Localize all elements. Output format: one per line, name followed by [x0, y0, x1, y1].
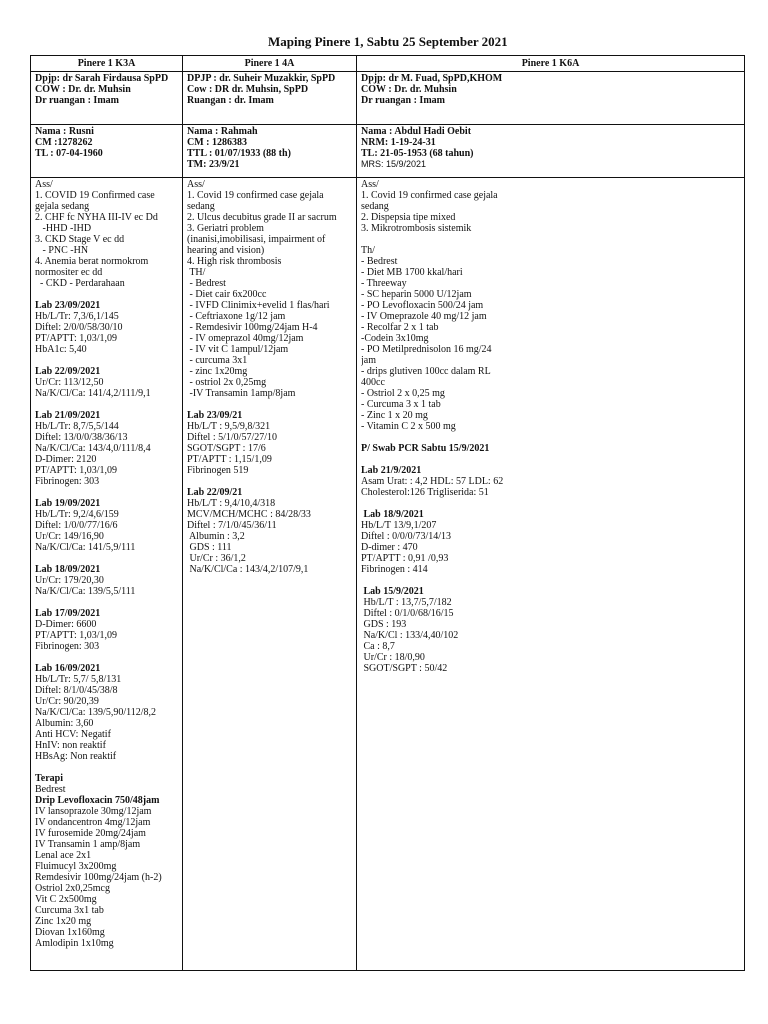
- text-line: Albumin : 3,2: [187, 531, 245, 542]
- blank-line: [35, 399, 178, 410]
- text-line: - PNC -HN: [35, 245, 89, 256]
- text-line: Lab 23/09/2021: [35, 300, 101, 311]
- text-line: TL: 21-05-1953 (68 tahun): [361, 148, 474, 159]
- text-line: HBsAg: Non reaktif: [35, 751, 117, 762]
- text-line: SGOT/SGPT : 50/42: [361, 663, 448, 674]
- text-line: PT/APTT: 1,03/1,09: [35, 630, 118, 641]
- text-line: TTL : 01/07/1933 (88 th): [187, 148, 291, 159]
- text-line: - IV Omeprazole 40 mg/12 jam: [361, 311, 487, 322]
- text-line: Diftel: 2/0/0/58/30/10: [35, 322, 123, 333]
- text-line: Ur/Cr : 36/1,2: [187, 553, 246, 564]
- text-line: Diftel: 13/0/0/38/36/13: [35, 432, 128, 443]
- text-line: Ca : 8,7: [361, 641, 395, 652]
- text-line: - Zinc 1 x 20 mg: [361, 410, 428, 421]
- text-line: 1. COVID 19 Confirmed case: [35, 190, 155, 201]
- text-line: IV furosemide 20mg/24jam: [35, 828, 146, 839]
- text-line: Na/K/Cl/Ca: 139/5,5/111: [35, 586, 136, 597]
- text-line: IV Transamin 1 amp/8jam: [35, 839, 141, 850]
- text-line: Diftel : 0/1/0/68/16/15: [361, 608, 454, 619]
- notes-cell-k6a: [357, 178, 745, 971]
- text-line: PT/APTT : 1,15/1,09: [187, 454, 272, 465]
- doctors-cell-4a: [183, 72, 357, 125]
- text-line: TH/: [187, 267, 206, 278]
- text-line: Fibrinogen 519: [187, 465, 249, 476]
- text-line: gejala sedang: [35, 201, 90, 212]
- text-line: Ur/Cr : 18/0,90: [361, 652, 425, 663]
- text-line: - drips glutiven 100cc dalam RL: [361, 366, 491, 377]
- column-header-4a: Pinere 1 4A: [183, 56, 357, 72]
- blank-line: [187, 476, 352, 487]
- text-line: 1. Covid 19 confirmed case gejala: [187, 190, 324, 201]
- text-line: IV lansoprazole 30mg/12jam: [35, 806, 152, 817]
- text-line: Fibrinogen: 303: [35, 476, 100, 487]
- text-line: - zinc 1x20mg: [187, 366, 248, 377]
- text-line: COW : Dr. dr. Muhsin: [361, 84, 457, 95]
- text-line: Nama : Rusni: [35, 126, 94, 137]
- text-line: IV ondancentron 4mg/12jam: [35, 817, 151, 828]
- blank-line: [35, 762, 178, 773]
- text-line: Cholesterol:126 Trigliserida: 51: [361, 487, 489, 498]
- text-line: Ur/Cr: 90/20,39: [35, 696, 99, 707]
- blank-line: [361, 432, 740, 443]
- text-line: (inanisi,imobilisasi, impairment of: [187, 234, 326, 245]
- text-line: Th/: [361, 245, 375, 256]
- text-line: Lab 17/09/2021: [35, 608, 101, 619]
- text-line: Ur/Cr: 179/20,30: [35, 575, 104, 586]
- mapping-table: [30, 55, 745, 971]
- text-line: Na/K/Cl/Ca: 139/5,90/112/8,2: [35, 707, 157, 718]
- text-line: CM : 1286383: [187, 137, 247, 148]
- blank-line: [35, 553, 178, 564]
- text-line: Lab 22/09/2021: [35, 366, 101, 377]
- text-line: Cow : DR dr. Muhsin, SpPD: [187, 84, 309, 95]
- text-line: 2. CHF fc NYHA III-IV ec Dd: [35, 212, 158, 223]
- column-header-k3a: Pinere 1 K3A: [31, 56, 183, 72]
- text-line: Na/K/Cl/Ca: 141/4,2/111/9,1: [35, 388, 151, 399]
- text-line: 3. Mikrotrombosis sistemik: [361, 223, 472, 234]
- text-line: Lenal ace 2x1: [35, 850, 92, 861]
- notes-row: [31, 178, 745, 971]
- text-line: 3. Geriatri problem: [187, 223, 264, 234]
- text-line: normositer ec dd: [35, 267, 103, 278]
- patient-cell-k3a: [31, 125, 183, 178]
- text-line: D-Dimer: 2120: [35, 454, 97, 465]
- text-line: Lab 18/9/2021: [361, 509, 424, 520]
- text-line: sedang: [187, 201, 215, 212]
- text-line: Asam Urat: : 4,2 HDL: 57 LDL: 62: [361, 476, 504, 487]
- text-line: Hb/L/Tr: 5,7/ 5,8/131: [35, 674, 122, 685]
- text-line: TL : 07-04-1960: [35, 148, 103, 159]
- text-line: Zinc 1x20 mg: [35, 916, 92, 927]
- text-line: 400cc: [361, 377, 385, 388]
- text-line: Drip Levofloxacin 750/48jam: [35, 795, 160, 806]
- text-line: Dr ruangan : Imam: [35, 95, 119, 106]
- text-line: Lab 19/09/2021: [35, 498, 101, 509]
- text-line: - Ceftriaxone 1g/12 jam: [187, 311, 286, 322]
- text-line: - Recolfar 2 x 1 tab: [361, 322, 439, 333]
- text-line: Lab 16/09/2021: [35, 663, 101, 674]
- notes-cell-4a: [183, 178, 357, 971]
- text-line: Na/K/Cl/Ca: 141/5,9/111: [35, 542, 136, 553]
- text-line: Na/K/Cl/Ca : 143/4,2/107/9,1: [187, 564, 309, 575]
- text-line: sedang: [361, 201, 389, 212]
- text-line: D-Dimer: 6600: [35, 619, 97, 630]
- text-line: 2. Ulcus decubitus grade II ar sacrum: [187, 212, 337, 223]
- text-line: - IVFD Clinimix+evelid 1 flas/hari: [187, 300, 330, 311]
- text-line: Ur/Cr: 149/16,90: [35, 531, 104, 542]
- blank-line: [35, 355, 178, 366]
- text-line: Hb/L/T : 13,7/5,7/182: [361, 597, 452, 608]
- text-line: Diftel : 5/1/0/57/27/10: [187, 432, 277, 443]
- text-line: Vit C 2x500mg: [35, 894, 97, 905]
- text-line: Lab 21/9/2021: [361, 465, 422, 476]
- patient-row: [31, 125, 745, 178]
- text-line: GDS : 111: [187, 542, 232, 553]
- text-line: Diftel : 7/1/0/45/36/11: [187, 520, 277, 531]
- blank-line: [361, 575, 740, 586]
- text-line: Ass/: [361, 179, 379, 190]
- text-line: 4. Anemia berat normokrom: [35, 256, 149, 267]
- doctors-row: [31, 72, 745, 125]
- text-line: GDS : 193: [361, 619, 407, 630]
- text-line: Anti HCV: Negatif: [35, 729, 111, 740]
- text-line: Curcuma 3x1 tab: [35, 905, 104, 916]
- text-line: MRS: 15/9/2021: [361, 159, 427, 169]
- text-line: - Curcuma 3 x 1 tab: [361, 399, 441, 410]
- blank-line: [35, 652, 178, 663]
- text-line: - Threeway: [361, 278, 407, 289]
- text-line: Hb/L/T : 9,5/9,8/321: [187, 421, 271, 432]
- text-line: 1. Covid 19 confirmed case gejala: [361, 190, 498, 201]
- text-line: Dr ruangan : Imam: [361, 95, 445, 106]
- doctors-cell-k6a: [357, 72, 745, 125]
- text-line: Hb/L/T : 9,4/10,4/318: [187, 498, 276, 509]
- text-line: - ostriol 2x 0,25mg: [187, 377, 267, 388]
- text-line: Dpjp: dr M. Fuad, SpPD,KHOM: [361, 73, 503, 84]
- text-line: Albumin: 3,60: [35, 718, 94, 729]
- text-line: HnIV: non reaktif: [35, 740, 106, 751]
- text-line: Hb/L/Tr: 7,3/6,1/145: [35, 311, 119, 322]
- text-line: PT/APTT : 0,91 /0,93: [361, 553, 449, 564]
- text-line: Ass/: [35, 179, 53, 190]
- text-line: PT/APTT: 1,03/1,09: [35, 465, 118, 476]
- text-line: - Remdesivir 100mg/24jam H-4: [187, 322, 318, 333]
- text-line: COW : Dr. dr. Muhsin: [35, 84, 131, 95]
- text-line: -IV Transamin 1amp/8jam: [187, 388, 296, 399]
- text-line: Na/K/Cl/Ca: 143/4,0/111/8,4: [35, 443, 151, 454]
- blank-line: [187, 399, 352, 410]
- text-line: 4. High risk thrombosis: [187, 256, 282, 267]
- text-line: -Codein 3x10mg: [361, 333, 429, 344]
- text-line: NRM: 1-19-24-31: [361, 137, 436, 148]
- text-line: Terapi: [35, 773, 63, 784]
- text-line: - curcuma 3x1: [187, 355, 248, 366]
- text-line: Hb/L/Tr: 8,7/5,5/144: [35, 421, 119, 432]
- text-line: Fibrinogen: 303: [35, 641, 100, 652]
- text-line: Ruangan : dr. Imam: [187, 95, 274, 106]
- text-line: - PO Metilprednisolon 16 mg/24: [361, 344, 492, 355]
- text-line: Lab 21/09/2021: [35, 410, 101, 421]
- text-line: Diftel: 8/1/0/45/38/8: [35, 685, 118, 696]
- text-line: Hb/L/Tr: 9,2/4,6/159: [35, 509, 119, 520]
- text-line: Fibrinogen : 414: [361, 564, 428, 575]
- text-line: Ass/: [187, 179, 205, 190]
- blank-line: [35, 487, 178, 498]
- blank-line: [35, 597, 178, 608]
- text-line: Remdesivir 100mg/24jam (h-2): [35, 872, 162, 883]
- text-line: Lab 22/09/21: [187, 487, 243, 498]
- text-line: - Diet cair 6x200cc: [187, 289, 267, 300]
- patient-cell-k6a: [357, 125, 745, 178]
- text-line: Nama : Rahmah: [187, 126, 258, 137]
- blank-line: [361, 234, 740, 245]
- text-line: Hb/L/T 13/9,1/207: [361, 520, 437, 531]
- text-line: - Bedrest: [361, 256, 398, 267]
- text-line: - Diet MB 1700 kkal/hari: [361, 267, 463, 278]
- text-line: Fluimucyl 3x200mg: [35, 861, 117, 872]
- text-line: jam: [361, 355, 376, 366]
- text-line: P/ Swab PCR Sabtu 15/9/2021: [361, 443, 490, 454]
- text-line: Na/K/Cl : 133/4,40/102: [361, 630, 459, 641]
- text-line: DPJP : dr. Suheir Muzakkir, SpPD: [187, 73, 336, 84]
- text-line: - Ostriol 2 x 0,25 mg: [361, 388, 445, 399]
- text-line: MCV/MCH/MCHC : 84/28/33: [187, 509, 311, 520]
- text-line: Lab 15/9/2021: [361, 586, 424, 597]
- text-line: PT/APTT: 1,03/1,09: [35, 333, 118, 344]
- text-line: Ur/Cr: 113/12,50: [35, 377, 104, 388]
- text-line: Ostriol 2x0,25mcg: [35, 883, 110, 894]
- text-line: Diftel : 0/0/0/73/14/13: [361, 531, 451, 542]
- text-line: - Bedrest: [187, 278, 226, 289]
- text-line: - PO Levofloxacin 500/24 jam: [361, 300, 484, 311]
- header-row: [31, 56, 745, 72]
- text-line: - Vitamin C 2 x 500 mg: [361, 421, 456, 432]
- text-line: Dpjp: dr Sarah Firdausa SpPD: [35, 73, 169, 84]
- text-line: Diovan 1x160mg: [35, 927, 105, 938]
- text-line: - SC heparin 5000 U/12jam: [361, 289, 472, 300]
- text-line: - IV vit C 1ampul/12jam: [187, 344, 289, 355]
- doctors-cell-k3a: [31, 72, 183, 125]
- text-line: CM :1278262: [35, 137, 93, 148]
- text-line: Bedrest: [35, 784, 66, 795]
- column-header-k6a: Pinere 1 K6A: [357, 56, 745, 72]
- blank-line: [35, 289, 178, 300]
- blank-line: [361, 454, 740, 465]
- text-line: Nama : Abdul Hadi Oebit: [361, 126, 472, 137]
- text-line: 2. Dispepsia tipe mixed: [361, 212, 456, 223]
- text-line: - IV omeprazol 40mg/12jam: [187, 333, 304, 344]
- blank-line: [361, 498, 740, 509]
- text-line: HbA1c: 5,40: [35, 344, 87, 355]
- text-line: hearing and vision): [187, 245, 265, 256]
- patient-cell-4a: [183, 125, 357, 178]
- text-line: 3. CKD Stage V ec dd: [35, 234, 125, 245]
- text-line: SGOT/SGPT : 17/6: [187, 443, 266, 454]
- text-line: - CKD - Perdarahaan: [35, 278, 125, 289]
- text-line: TM: 23/9/21: [187, 159, 240, 170]
- text-line: Diftel: 1/0/0/77/16/6: [35, 520, 118, 531]
- text-line: D-dimer : 470: [361, 542, 418, 553]
- text-line: Lab 23/09/21: [187, 410, 243, 421]
- text-line: -HHD -IHD: [35, 223, 92, 234]
- text-line: Lab 18/09/2021: [35, 564, 101, 575]
- notes-cell-k3a: [31, 178, 183, 971]
- text-line: Amlodipin 1x10mg: [35, 938, 114, 949]
